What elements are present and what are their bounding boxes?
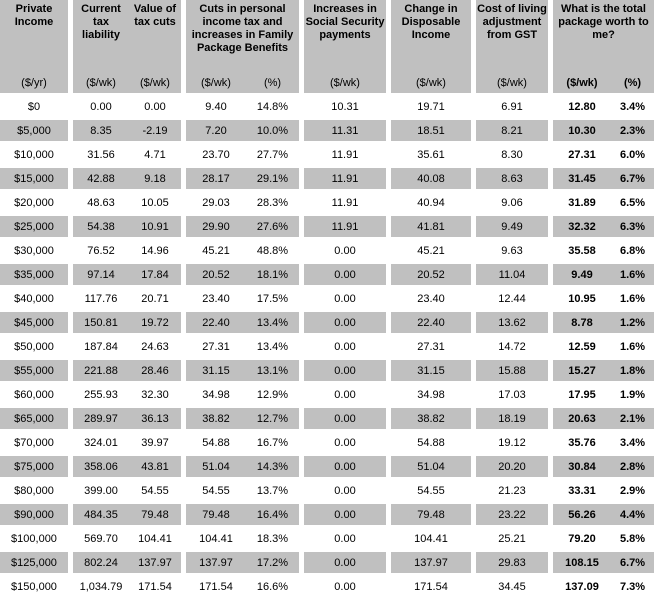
cell-income-tax-cuts-wk: 9.40 xyxy=(181,96,246,120)
cell-disposable-income-change: 23.40 xyxy=(386,288,471,312)
cell-current-tax-liability: 399.00 xyxy=(68,480,129,504)
col-header-current-tax-liability: Current tax liability xyxy=(68,0,129,75)
cell-current-tax-liability: 324.01 xyxy=(68,432,129,456)
cell-disposable-income-change: 54.55 xyxy=(386,480,471,504)
cell-social-security-increase: 11.91 xyxy=(299,216,386,240)
cell-total-package-pct: 2.9% xyxy=(611,480,654,504)
cell-income-tax-cuts-wk: 29.90 xyxy=(181,216,246,240)
table-row xyxy=(0,216,654,240)
cell-value-of-tax-cuts: 24.63 xyxy=(129,336,181,360)
cell-disposable-income-change: 171.54 xyxy=(386,576,471,600)
cell-total-package-pct: 1.2% xyxy=(611,312,654,336)
cell-income-tax-cuts-pct: 13.7% xyxy=(246,480,299,504)
unit-disposable-income-change: ($/wk) xyxy=(386,75,471,96)
cell-total-package-wk: 35.76 xyxy=(548,432,611,456)
unit-current-tax-liability: ($/wk) xyxy=(68,75,129,96)
cell-private-income: $0 xyxy=(0,96,68,120)
cell-social-security-increase: 0.00 xyxy=(299,504,386,528)
unit-value-of-tax-cuts: ($/wk) xyxy=(129,75,181,96)
cell-gst-cost-of-living: 11.04 xyxy=(471,264,548,288)
cell-private-income: $50,000 xyxy=(0,336,68,360)
cell-income-tax-cuts-wk: 51.04 xyxy=(181,456,246,480)
cell-disposable-income-change: 137.97 xyxy=(386,552,471,576)
col-header-disposable-income-change: Change in Disposable Income xyxy=(386,0,471,75)
cell-gst-cost-of-living: 13.62 xyxy=(471,312,548,336)
cell-gst-cost-of-living: 12.44 xyxy=(471,288,548,312)
cell-social-security-increase: 11.91 xyxy=(299,192,386,216)
cell-total-package-pct: 1.6% xyxy=(611,288,654,312)
table-row xyxy=(0,528,654,552)
cell-income-tax-cuts-pct: 28.3% xyxy=(246,192,299,216)
cell-total-package-wk: 30.84 xyxy=(548,456,611,480)
table-row xyxy=(0,480,654,504)
cell-income-tax-cuts-pct: 17.2% xyxy=(246,552,299,576)
cell-private-income: $10,000 xyxy=(0,144,68,168)
unit-total-package-pct: (%) xyxy=(611,75,654,96)
cell-private-income: $75,000 xyxy=(0,456,68,480)
cell-disposable-income-change: 40.08 xyxy=(386,168,471,192)
cell-disposable-income-change: 51.04 xyxy=(386,456,471,480)
cell-total-package-wk: 31.89 xyxy=(548,192,611,216)
cell-gst-cost-of-living: 23.22 xyxy=(471,504,548,528)
table-row xyxy=(0,576,654,600)
cell-value-of-tax-cuts: 137.97 xyxy=(129,552,181,576)
cell-private-income: $90,000 xyxy=(0,504,68,528)
cell-income-tax-cuts-pct: 14.8% xyxy=(246,96,299,120)
cell-income-tax-cuts-wk: 79.48 xyxy=(181,504,246,528)
cell-private-income: $5,000 xyxy=(0,120,68,144)
table-row xyxy=(0,408,654,432)
cell-total-package-pct: 6.5% xyxy=(611,192,654,216)
cell-gst-cost-of-living: 25.21 xyxy=(471,528,548,552)
cell-value-of-tax-cuts: 19.72 xyxy=(129,312,181,336)
table-row xyxy=(0,504,654,528)
cell-private-income: $80,000 xyxy=(0,480,68,504)
cell-social-security-increase: 0.00 xyxy=(299,264,386,288)
unit-private-income: ($/yr) xyxy=(0,75,68,96)
cell-income-tax-cuts-wk: 137.97 xyxy=(181,552,246,576)
cell-current-tax-liability: 802.24 xyxy=(68,552,129,576)
cell-private-income: $45,000 xyxy=(0,312,68,336)
cell-current-tax-liability: 42.88 xyxy=(68,168,129,192)
cell-gst-cost-of-living: 9.06 xyxy=(471,192,548,216)
cell-gst-cost-of-living: 34.45 xyxy=(471,576,548,600)
cell-total-package-pct: 2.1% xyxy=(611,408,654,432)
cell-value-of-tax-cuts: 14.96 xyxy=(129,240,181,264)
cell-social-security-increase: 0.00 xyxy=(299,360,386,384)
cell-gst-cost-of-living: 29.83 xyxy=(471,552,548,576)
cell-income-tax-cuts-pct: 12.9% xyxy=(246,384,299,408)
col-header-value-of-tax-cuts: Value of tax cuts xyxy=(129,0,181,75)
unit-social-security-increase: ($/wk) xyxy=(299,75,386,96)
col-header-social-security-increases: Increases in Social Security payments xyxy=(299,0,386,75)
cell-value-of-tax-cuts: 79.48 xyxy=(129,504,181,528)
cell-private-income: $35,000 xyxy=(0,264,68,288)
cell-disposable-income-change: 31.15 xyxy=(386,360,471,384)
cell-private-income: $100,000 xyxy=(0,528,68,552)
cell-total-package-wk: 27.31 xyxy=(548,144,611,168)
cell-total-package-pct: 4.4% xyxy=(611,504,654,528)
cell-income-tax-cuts-pct: 13.4% xyxy=(246,312,299,336)
cell-total-package-pct: 1.6% xyxy=(611,264,654,288)
cell-disposable-income-change: 19.71 xyxy=(386,96,471,120)
cell-private-income: $65,000 xyxy=(0,408,68,432)
cell-total-package-pct: 5.8% xyxy=(611,528,654,552)
header-title-row xyxy=(0,0,654,75)
cell-gst-cost-of-living: 6.91 xyxy=(471,96,548,120)
cell-current-tax-liability: 117.76 xyxy=(68,288,129,312)
cell-income-tax-cuts-wk: 23.40 xyxy=(181,288,246,312)
cell-total-package-wk: 10.95 xyxy=(548,288,611,312)
cell-social-security-increase: 0.00 xyxy=(299,576,386,600)
table-row xyxy=(0,288,654,312)
cell-value-of-tax-cuts: 104.41 xyxy=(129,528,181,552)
cell-income-tax-cuts-pct: 16.7% xyxy=(246,432,299,456)
cell-gst-cost-of-living: 17.03 xyxy=(471,384,548,408)
cell-income-tax-cuts-wk: 28.17 xyxy=(181,168,246,192)
cell-current-tax-liability: 8.35 xyxy=(68,120,129,144)
cell-income-tax-cuts-wk: 23.70 xyxy=(181,144,246,168)
cell-value-of-tax-cuts: 17.84 xyxy=(129,264,181,288)
cell-total-package-pct: 6.3% xyxy=(611,216,654,240)
cell-private-income: $150,000 xyxy=(0,576,68,600)
table-row xyxy=(0,552,654,576)
cell-total-package-wk: 79.20 xyxy=(548,528,611,552)
cell-value-of-tax-cuts: 28.46 xyxy=(129,360,181,384)
cell-disposable-income-change: 18.51 xyxy=(386,120,471,144)
cell-disposable-income-change: 27.31 xyxy=(386,336,471,360)
cell-income-tax-cuts-pct: 16.4% xyxy=(246,504,299,528)
cell-total-package-wk: 9.49 xyxy=(548,264,611,288)
cell-income-tax-cuts-wk: 31.15 xyxy=(181,360,246,384)
cell-income-tax-cuts-pct: 18.3% xyxy=(246,528,299,552)
cell-current-tax-liability: 187.84 xyxy=(68,336,129,360)
cell-value-of-tax-cuts: 43.81 xyxy=(129,456,181,480)
cell-social-security-increase: 0.00 xyxy=(299,528,386,552)
table-row xyxy=(0,144,654,168)
cell-disposable-income-change: 20.52 xyxy=(386,264,471,288)
cell-total-package-pct: 6.0% xyxy=(611,144,654,168)
col-header-gst-cost-of-living: Cost of living adjustment from GST xyxy=(471,0,548,75)
cell-disposable-income-change: 79.48 xyxy=(386,504,471,528)
cell-income-tax-cuts-wk: 171.54 xyxy=(181,576,246,600)
cell-total-package-wk: 20.63 xyxy=(548,408,611,432)
cell-income-tax-cuts-pct: 27.6% xyxy=(246,216,299,240)
cell-total-package-pct: 6.7% xyxy=(611,168,654,192)
cell-gst-cost-of-living: 8.63 xyxy=(471,168,548,192)
cell-social-security-increase: 0.00 xyxy=(299,288,386,312)
cell-current-tax-liability: 358.06 xyxy=(68,456,129,480)
cell-value-of-tax-cuts: 171.54 xyxy=(129,576,181,600)
cell-total-package-pct: 1.9% xyxy=(611,384,654,408)
col-header-total-package-worth: What is the total package worth to me? xyxy=(548,0,654,75)
cell-income-tax-cuts-pct: 29.1% xyxy=(246,168,299,192)
header-units-row xyxy=(0,75,654,96)
cell-current-tax-liability: 31.56 xyxy=(68,144,129,168)
cell-gst-cost-of-living: 8.30 xyxy=(471,144,548,168)
cell-value-of-tax-cuts: 54.55 xyxy=(129,480,181,504)
cell-social-security-increase: 0.00 xyxy=(299,456,386,480)
cell-income-tax-cuts-pct: 16.6% xyxy=(246,576,299,600)
table-row xyxy=(0,192,654,216)
cell-disposable-income-change: 54.88 xyxy=(386,432,471,456)
cell-total-package-pct: 1.6% xyxy=(611,336,654,360)
cell-income-tax-cuts-pct: 48.8% xyxy=(246,240,299,264)
cell-income-tax-cuts-wk: 54.88 xyxy=(181,432,246,456)
cell-gst-cost-of-living: 9.49 xyxy=(471,216,548,240)
cell-value-of-tax-cuts: 20.71 xyxy=(129,288,181,312)
cell-total-package-pct: 1.8% xyxy=(611,360,654,384)
cell-income-tax-cuts-wk: 34.98 xyxy=(181,384,246,408)
table-row xyxy=(0,240,654,264)
table-row xyxy=(0,336,654,360)
cell-private-income: $20,000 xyxy=(0,192,68,216)
col-header-income-tax-cuts-family-package: Cuts in personal income tax and increases in Family Package Benefits xyxy=(181,0,299,75)
cell-total-package-pct: 6.8% xyxy=(611,240,654,264)
cell-social-security-increase: 11.91 xyxy=(299,168,386,192)
cell-current-tax-liability: 484.35 xyxy=(68,504,129,528)
cell-value-of-tax-cuts: 9.18 xyxy=(129,168,181,192)
table-row xyxy=(0,432,654,456)
cell-total-package-wk: 15.27 xyxy=(548,360,611,384)
cell-value-of-tax-cuts: 39.97 xyxy=(129,432,181,456)
cell-disposable-income-change: 45.21 xyxy=(386,240,471,264)
cell-income-tax-cuts-pct: 10.0% xyxy=(246,120,299,144)
cell-disposable-income-change: 104.41 xyxy=(386,528,471,552)
cell-total-package-wk: 12.59 xyxy=(548,336,611,360)
cell-disposable-income-change: 34.98 xyxy=(386,384,471,408)
cell-disposable-income-change: 40.94 xyxy=(386,192,471,216)
table-row xyxy=(0,96,654,120)
cell-total-package-wk: 137.09 xyxy=(548,576,611,600)
cell-income-tax-cuts-wk: 29.03 xyxy=(181,192,246,216)
cell-income-tax-cuts-wk: 7.20 xyxy=(181,120,246,144)
cell-disposable-income-change: 22.40 xyxy=(386,312,471,336)
cell-gst-cost-of-living: 21.23 xyxy=(471,480,548,504)
unit-income-tax-cuts-wk: ($/wk) xyxy=(181,75,246,96)
cell-disposable-income-change: 41.81 xyxy=(386,216,471,240)
cell-private-income: $25,000 xyxy=(0,216,68,240)
cell-current-tax-liability: 76.52 xyxy=(68,240,129,264)
cell-social-security-increase: 0.00 xyxy=(299,552,386,576)
cell-private-income: $40,000 xyxy=(0,288,68,312)
cell-social-security-increase: 11.91 xyxy=(299,144,386,168)
unit-gst-cost-of-living: ($/wk) xyxy=(471,75,548,96)
cell-private-income: $30,000 xyxy=(0,240,68,264)
cell-total-package-wk: 32.32 xyxy=(548,216,611,240)
unit-income-tax-cuts-pct: (%) xyxy=(246,75,299,96)
cell-income-tax-cuts-wk: 104.41 xyxy=(181,528,246,552)
cell-value-of-tax-cuts: 32.30 xyxy=(129,384,181,408)
table-row xyxy=(0,120,654,144)
cell-social-security-increase: 0.00 xyxy=(299,240,386,264)
cell-current-tax-liability: 150.81 xyxy=(68,312,129,336)
cell-gst-cost-of-living: 18.19 xyxy=(471,408,548,432)
cell-current-tax-liability: 255.93 xyxy=(68,384,129,408)
cell-current-tax-liability: 0.00 xyxy=(68,96,129,120)
cell-value-of-tax-cuts: 36.13 xyxy=(129,408,181,432)
cell-total-package-wk: 17.95 xyxy=(548,384,611,408)
cell-income-tax-cuts-pct: 27.7% xyxy=(246,144,299,168)
cell-current-tax-liability: 569.70 xyxy=(68,528,129,552)
cell-income-tax-cuts-pct: 18.1% xyxy=(246,264,299,288)
cell-income-tax-cuts-wk: 45.21 xyxy=(181,240,246,264)
cell-gst-cost-of-living: 15.88 xyxy=(471,360,548,384)
cell-income-tax-cuts-pct: 17.5% xyxy=(246,288,299,312)
cell-current-tax-liability: 97.14 xyxy=(68,264,129,288)
cell-total-package-pct: 2.8% xyxy=(611,456,654,480)
cell-current-tax-liability: 54.38 xyxy=(68,216,129,240)
cell-total-package-wk: 35.58 xyxy=(548,240,611,264)
cell-total-package-pct: 3.4% xyxy=(611,432,654,456)
cell-social-security-increase: 0.00 xyxy=(299,480,386,504)
cell-gst-cost-of-living: 8.21 xyxy=(471,120,548,144)
cell-total-package-wk: 12.80 xyxy=(548,96,611,120)
cell-private-income: $70,000 xyxy=(0,432,68,456)
cell-private-income: $60,000 xyxy=(0,384,68,408)
cell-social-security-increase: 11.31 xyxy=(299,120,386,144)
cell-income-tax-cuts-pct: 13.4% xyxy=(246,336,299,360)
cell-private-income: $125,000 xyxy=(0,552,68,576)
col-header-private-income: Private Income xyxy=(0,0,68,75)
table-row xyxy=(0,456,654,480)
cell-total-package-wk: 10.30 xyxy=(548,120,611,144)
table-body xyxy=(0,96,654,600)
cell-total-package-wk: 8.78 xyxy=(548,312,611,336)
table-row xyxy=(0,168,654,192)
cell-current-tax-liability: 48.63 xyxy=(68,192,129,216)
cell-total-package-pct: 7.3% xyxy=(611,576,654,600)
cell-income-tax-cuts-pct: 13.1% xyxy=(246,360,299,384)
cell-social-security-increase: 0.00 xyxy=(299,384,386,408)
cell-total-package-wk: 108.15 xyxy=(548,552,611,576)
cell-total-package-wk: 56.26 xyxy=(548,504,611,528)
cell-gst-cost-of-living: 19.12 xyxy=(471,432,548,456)
cell-social-security-increase: 0.00 xyxy=(299,336,386,360)
cell-income-tax-cuts-wk: 54.55 xyxy=(181,480,246,504)
cell-income-tax-cuts-pct: 14.3% xyxy=(246,456,299,480)
cell-income-tax-cuts-wk: 27.31 xyxy=(181,336,246,360)
cell-total-package-pct: 6.7% xyxy=(611,552,654,576)
cell-value-of-tax-cuts: 10.91 xyxy=(129,216,181,240)
cell-income-tax-cuts-wk: 38.82 xyxy=(181,408,246,432)
cell-income-tax-cuts-wk: 20.52 xyxy=(181,264,246,288)
cell-total-package-wk: 33.31 xyxy=(548,480,611,504)
table-row xyxy=(0,312,654,336)
cell-income-tax-cuts-wk: 22.40 xyxy=(181,312,246,336)
cell-disposable-income-change: 38.82 xyxy=(386,408,471,432)
cell-private-income: $15,000 xyxy=(0,168,68,192)
cell-total-package-wk: 31.45 xyxy=(548,168,611,192)
cell-gst-cost-of-living: 20.20 xyxy=(471,456,548,480)
cell-current-tax-liability: 289.97 xyxy=(68,408,129,432)
cell-current-tax-liability: 221.88 xyxy=(68,360,129,384)
cell-value-of-tax-cuts: -2.19 xyxy=(129,120,181,144)
cell-current-tax-liability: 1,034.79 xyxy=(68,576,129,600)
cell-value-of-tax-cuts: 0.00 xyxy=(129,96,181,120)
cell-value-of-tax-cuts: 10.05 xyxy=(129,192,181,216)
cell-private-income: $55,000 xyxy=(0,360,68,384)
table-row xyxy=(0,384,654,408)
cell-total-package-pct: 2.3% xyxy=(611,120,654,144)
unit-total-package-wk: ($/wk) xyxy=(548,75,611,96)
cell-social-security-increase: 10.31 xyxy=(299,96,386,120)
cell-social-security-increase: 0.00 xyxy=(299,312,386,336)
table-row xyxy=(0,360,654,384)
cell-value-of-tax-cuts: 4.71 xyxy=(129,144,181,168)
cell-social-security-increase: 0.00 xyxy=(299,408,386,432)
cell-disposable-income-change: 35.61 xyxy=(386,144,471,168)
cell-social-security-increase: 0.00 xyxy=(299,432,386,456)
cell-income-tax-cuts-pct: 12.7% xyxy=(246,408,299,432)
cell-gst-cost-of-living: 14.72 xyxy=(471,336,548,360)
cell-total-package-pct: 3.4% xyxy=(611,96,654,120)
table-row xyxy=(0,264,654,288)
cell-gst-cost-of-living: 9.63 xyxy=(471,240,548,264)
